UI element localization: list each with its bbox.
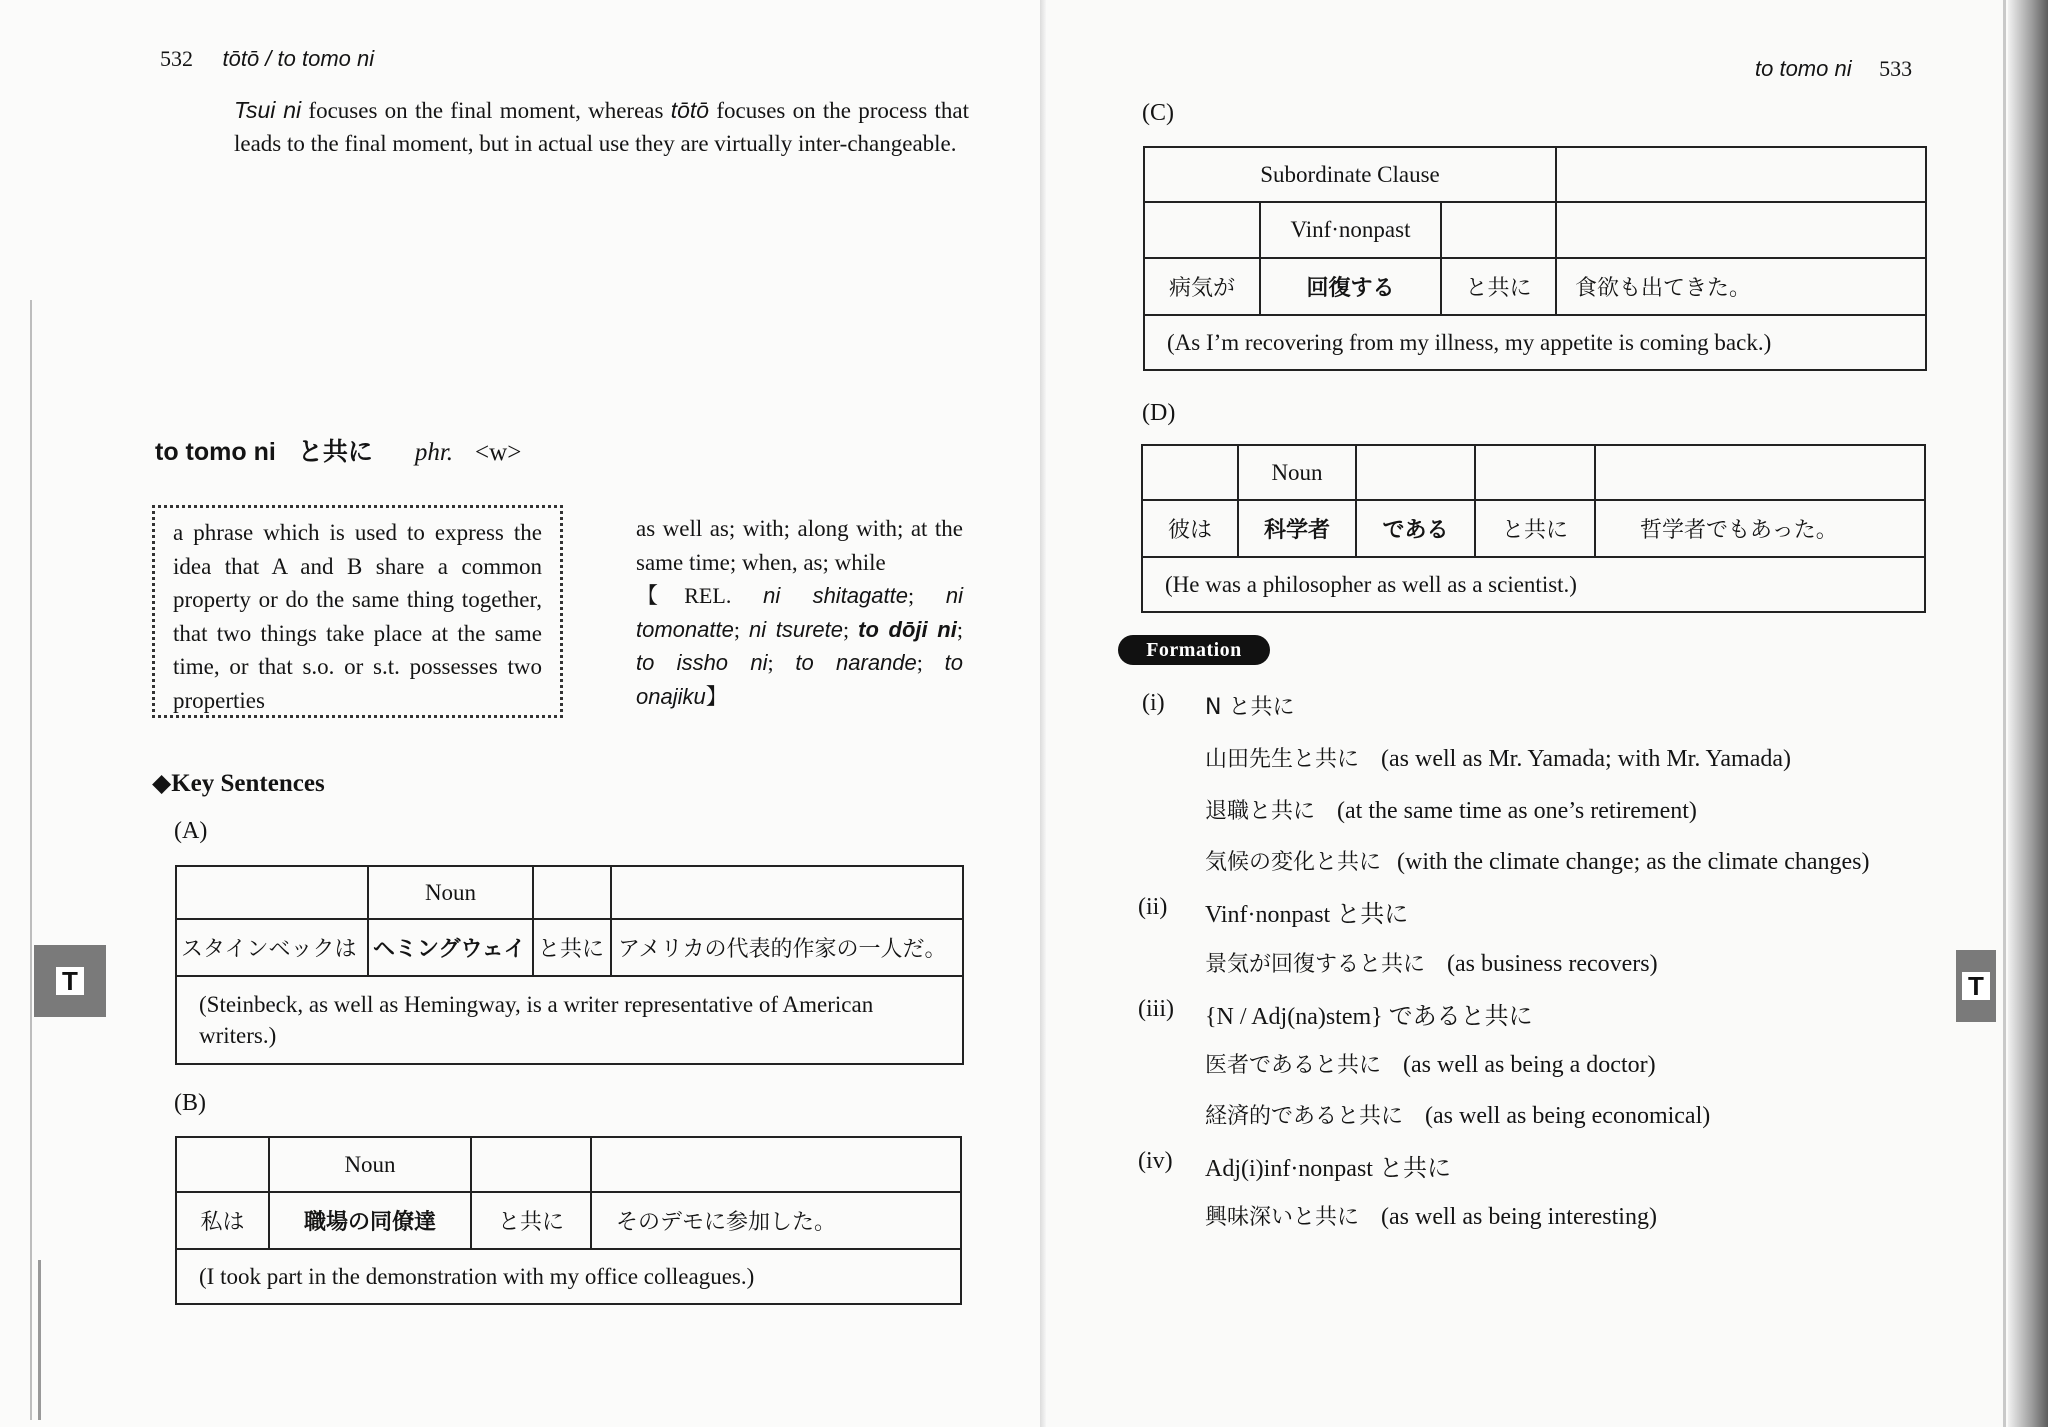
related-separator: ;: [956, 616, 963, 642]
formation-pattern-text: N と共に: [1205, 695, 1295, 720]
formation-pattern-ii: [1205, 894, 1408, 929]
formation-example: [1205, 742, 1791, 773]
table-b-header-cell: [591, 1137, 961, 1192]
table-d-cell: と共に: [1475, 500, 1595, 557]
table-b-cell-noun: 職場の同僚達: [269, 1192, 471, 1249]
thumb-tab-letter: T: [1962, 972, 1990, 1000]
table-a-cell: スタインベックは: [176, 919, 368, 976]
page-number: 532: [160, 46, 193, 71]
entry-translations: [636, 512, 963, 713]
table-b-translation: (I took part in the demonstration with my office colleagues.): [176, 1249, 961, 1304]
table-d-cell: 彼は: [1142, 500, 1238, 557]
book-gutter: [1040, 0, 1046, 1427]
example-label-b: (B): [174, 1090, 206, 1116]
example-label-d: (D): [1142, 400, 1176, 426]
related-separator: ;: [843, 616, 859, 642]
table-b-header-cell: [176, 1137, 269, 1192]
table-c-cell: 食欲も出てきた。: [1556, 258, 1926, 315]
entry-japanese: と共に: [297, 437, 373, 466]
formation-example: [1205, 1200, 1657, 1231]
thumb-tab-letter: T: [56, 967, 84, 995]
translations-text: as well as; with; along with; at the same time; when, as; while: [636, 516, 963, 575]
intro-paragraph: [234, 94, 969, 160]
table-c-header-subclause: Subordinate Clause: [1144, 147, 1556, 202]
table-a-header-cell: [176, 866, 368, 919]
formation-example-en: (as well as being interesting): [1381, 1204, 1657, 1230]
intro-term-tsuini: Tsui ni: [234, 97, 302, 123]
running-title: tōtō / to tomo ni: [222, 46, 375, 71]
table-a-header-cell: [533, 866, 611, 919]
table-a-cell: と共に: [533, 919, 611, 976]
formation-example-jp: 山田先生と共に: [1205, 747, 1360, 772]
related-expression: ni tomonatte: [636, 583, 963, 642]
related-expression: to narande: [795, 650, 917, 675]
page-edge-line: [2003, 0, 2006, 1427]
entry-heading: [155, 432, 521, 468]
example-label-c: (C): [1142, 100, 1174, 126]
example-table-c: [1143, 146, 1927, 371]
table-d-header-noun: Noun: [1238, 445, 1356, 500]
example-label-a: (A): [174, 818, 208, 844]
formation-num-iv: (iv): [1138, 1148, 1173, 1174]
formation-example-en: (at the same time as one’s retirement): [1337, 798, 1697, 824]
formation-badge: Formation: [1118, 635, 1270, 665]
table-c-header-cell: [1556, 202, 1926, 258]
related-expression: ni shitagatte: [763, 583, 908, 608]
table-d-cell-copula: である: [1356, 500, 1475, 557]
example-table-a: [175, 865, 964, 1065]
page-number: 533: [1879, 56, 1913, 81]
thumb-index-tab-right: [1956, 950, 1996, 1022]
entry-register: <w>: [475, 439, 522, 466]
page-edge-right: [2008, 0, 2048, 1427]
table-a-header-cell: [611, 866, 963, 919]
formation-example-en: (as business recovers): [1447, 951, 1658, 977]
formation-example-jp: 経済的であると共に: [1205, 1104, 1404, 1129]
definition-text: a phrase which is used to express the idea that A and B share a common property or do the same thing together, that two things take place at the same time, or that s.o. or s.t. possesses two properties: [173, 520, 542, 713]
table-d-translation: (He was a philosopher as well as a scientist.): [1142, 557, 1925, 612]
example-table-b: [175, 1136, 962, 1305]
formation-example-en: (as well as being a doctor): [1403, 1052, 1656, 1078]
formation-example-jp: 医者であると共に: [1205, 1053, 1382, 1078]
formation-example-en: (as well as Mr. Yamada; with Mr. Yamada): [1381, 746, 1791, 772]
formation-example-jp: 景気が回復すると共に: [1205, 952, 1426, 977]
table-a-cell-noun: ヘミングウェイ: [368, 919, 533, 976]
intro-text-1: focuses on the final moment, whereas: [301, 98, 671, 123]
table-b-cell: と共に: [471, 1192, 591, 1249]
formation-pattern-iii: [1205, 996, 1533, 1031]
entry-headword: to tomo ni: [155, 438, 276, 466]
related-open: 【REL.: [636, 583, 764, 608]
formation-pattern-text: Vinf·nonpast と共に: [1205, 902, 1409, 928]
table-d-header-cell: [1356, 445, 1475, 500]
formation-pattern-i: [1205, 690, 1294, 721]
key-sentences-heading: ◆Key Sentences: [152, 770, 325, 797]
table-c-cell: 病気が: [1144, 258, 1260, 315]
entry-pos: phr.: [414, 439, 454, 466]
formation-example: [1205, 794, 1697, 825]
table-a-translation: (Steinbeck, as well as Hemingway, is a writer representative of American writers.): [176, 976, 963, 1064]
table-c-translation: (As I’m recovering from my illness, my appetite is coming back.): [1144, 315, 1926, 370]
table-d-cell: 哲学者でもあった。: [1595, 500, 1925, 557]
left-page-header: [160, 46, 374, 72]
table-a-header-noun: Noun: [368, 866, 533, 919]
formation-example: [1205, 1099, 1710, 1130]
intro-text-2: focuses on the process that leads to the final moment, but in actual use they are virtually inter-changeable.: [234, 98, 969, 156]
table-d-header-cell: [1142, 445, 1238, 500]
table-c-header-cell: [1144, 202, 1260, 258]
table-c-header-cell: [1556, 147, 1926, 202]
formation-example-jp: 興味深いと共に: [1205, 1205, 1360, 1230]
table-b-header-noun: Noun: [269, 1137, 471, 1192]
formation-example: [1205, 1048, 1656, 1079]
formation-num-iii: (iii): [1138, 996, 1174, 1022]
formation-example: [1205, 845, 1869, 876]
related-separator: ;: [767, 650, 796, 675]
table-c-cell-verb: 回復する: [1260, 258, 1441, 315]
formation-example-en: (as well as being economical): [1425, 1103, 1711, 1129]
related-separator: ;: [733, 616, 749, 642]
formation-num-i: (i): [1142, 690, 1165, 716]
table-d-header-cell: [1595, 445, 1925, 500]
table-a-cell: アメリカの代表的作家の一人だ。: [611, 919, 963, 976]
table-c-header-cell: [1441, 202, 1556, 258]
related-expression: to onajiku: [636, 650, 963, 709]
related-separator: ;: [907, 583, 946, 608]
table-b-cell: 私は: [176, 1192, 269, 1249]
page-edge-left: [30, 300, 32, 1420]
related-expressions: [636, 579, 963, 713]
formation-example-jp: 気候の変化と共に: [1205, 850, 1382, 875]
formation-pattern-text: {N / Adj(na)stem} であると共に: [1205, 1004, 1533, 1030]
formation-example-en: (with the climate change; as the climate changes): [1397, 849, 1870, 875]
table-c-cell: と共に: [1441, 258, 1556, 315]
example-table-d: [1141, 444, 1926, 613]
right-page-header: [1755, 56, 1912, 82]
formation-num-ii: (ii): [1138, 894, 1168, 920]
related-expression: to issho ni: [636, 650, 768, 675]
table-d-cell-noun: 科学者: [1238, 500, 1356, 557]
running-title: to tomo ni: [1755, 56, 1852, 81]
related-separator: ;: [916, 650, 945, 675]
related-close: 】: [705, 683, 728, 709]
formation-example: [1205, 947, 1658, 978]
related-expression: to dōji ni: [858, 616, 957, 642]
definition-box: [152, 505, 563, 718]
formation-pattern-text: Adj(i)inf·nonpast と共に: [1205, 1156, 1451, 1182]
table-b-cell: そのデモに参加した。: [591, 1192, 961, 1249]
table-b-header-cell: [471, 1137, 591, 1192]
page-edge-left-shadow: [38, 1260, 41, 1420]
intro-term-toto: tōtō: [670, 97, 710, 123]
formation-pattern-iv: [1205, 1148, 1451, 1183]
thumb-index-tab-left: [34, 945, 106, 1017]
related-expression: ni tsurete: [748, 616, 844, 642]
table-d-header-cell: [1475, 445, 1595, 500]
formation-example-jp: 退職と共に: [1205, 799, 1316, 824]
table-c-header-verb: Vinf·nonpast: [1260, 202, 1441, 258]
